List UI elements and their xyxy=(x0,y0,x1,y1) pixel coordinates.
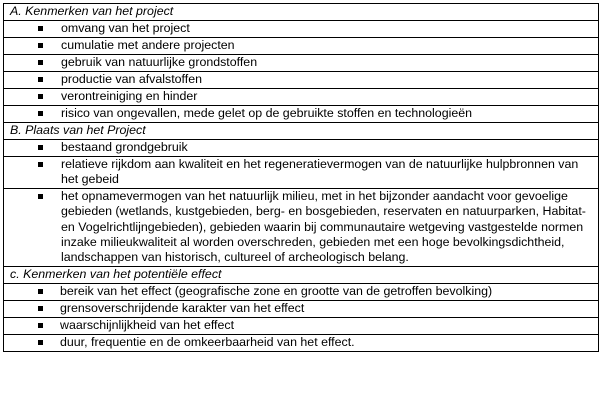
criteria-table xyxy=(3,3,599,352)
list-item xyxy=(4,317,599,334)
bullet-icon xyxy=(38,194,43,199)
list-item xyxy=(4,55,599,72)
list-item xyxy=(4,300,599,317)
bullet-icon xyxy=(38,43,43,48)
bullet-icon xyxy=(38,162,43,167)
list-item-text: gebruik van natuurlijke grondstoffen xyxy=(61,55,258,69)
list-item-text: omvang van het project xyxy=(61,21,190,35)
list-item-text: relatieve rijkdom aan kwaliteit en het regeneratievermogen van de natuurlijke hulpbronnen van het gebeid xyxy=(61,157,579,187)
section-title: c. Kenmerken van het potentiële effect xyxy=(4,266,599,283)
list-item xyxy=(4,334,599,351)
bullet-icon xyxy=(38,145,43,150)
list-item xyxy=(4,21,599,38)
list-item xyxy=(4,89,599,106)
list-item xyxy=(4,106,599,123)
bullet-icon xyxy=(38,111,43,116)
list-item-text: het opnamevermogen van het natuurlijk milieu, met in het bijzonder aandacht voor gevoelige gebieden (wetlands, kustgebieden, berg- en bosgebieden, reservaten en natuurparken, Habitat- en Vogelrichtlijngebieden), gebieden waarin bij communautaire wetgeving vastgestelde normen inzake milieukwaliteit al worden overschreden, gebieden met een hoge bevolkingsdichtheid, landschappen van historisch, cultureel of archeologisch belang. xyxy=(61,188,586,265)
list-item-text: bestaand grondgebruik xyxy=(61,140,188,154)
list-item-text: risico van ongevallen, mede gelet op de gebruikte stoffen en technologieën xyxy=(61,106,473,120)
list-item xyxy=(4,38,599,55)
bullet-icon xyxy=(38,77,43,82)
bullet-icon xyxy=(38,340,43,345)
bullet-icon xyxy=(38,26,43,31)
list-item-text: grensoverschrijdende karakter van het effect xyxy=(60,300,305,315)
bullet-icon xyxy=(38,323,43,328)
list-item-text: duur, frequentie en de omkeerbaarheid van het effect. xyxy=(60,334,355,349)
section-header-c xyxy=(4,266,599,283)
list-item xyxy=(4,157,599,189)
list-item xyxy=(4,188,599,266)
section-title: B. Plaats van het Project xyxy=(4,123,599,140)
list-item-text: waarschijnlijkheid van het effect xyxy=(60,317,235,332)
section-header-b xyxy=(4,123,599,140)
list-item-text: bereik van het effect (geografische zone en grootte van de getroffen bevolking) xyxy=(60,283,493,298)
section-title: A. Kenmerken van het project xyxy=(4,4,599,21)
list-item-text: cumulatie met andere projecten xyxy=(61,38,235,52)
bullet-icon xyxy=(38,289,43,294)
list-item xyxy=(4,72,599,89)
list-item-text: productie van afvalstoffen xyxy=(61,72,202,86)
list-item xyxy=(4,283,599,300)
section-header-a xyxy=(4,4,599,21)
bullet-icon xyxy=(38,94,43,99)
list-item-text: verontreiniging en hinder xyxy=(61,89,198,103)
bullet-icon xyxy=(38,60,43,65)
list-item xyxy=(4,140,599,157)
bullet-icon xyxy=(38,306,43,311)
